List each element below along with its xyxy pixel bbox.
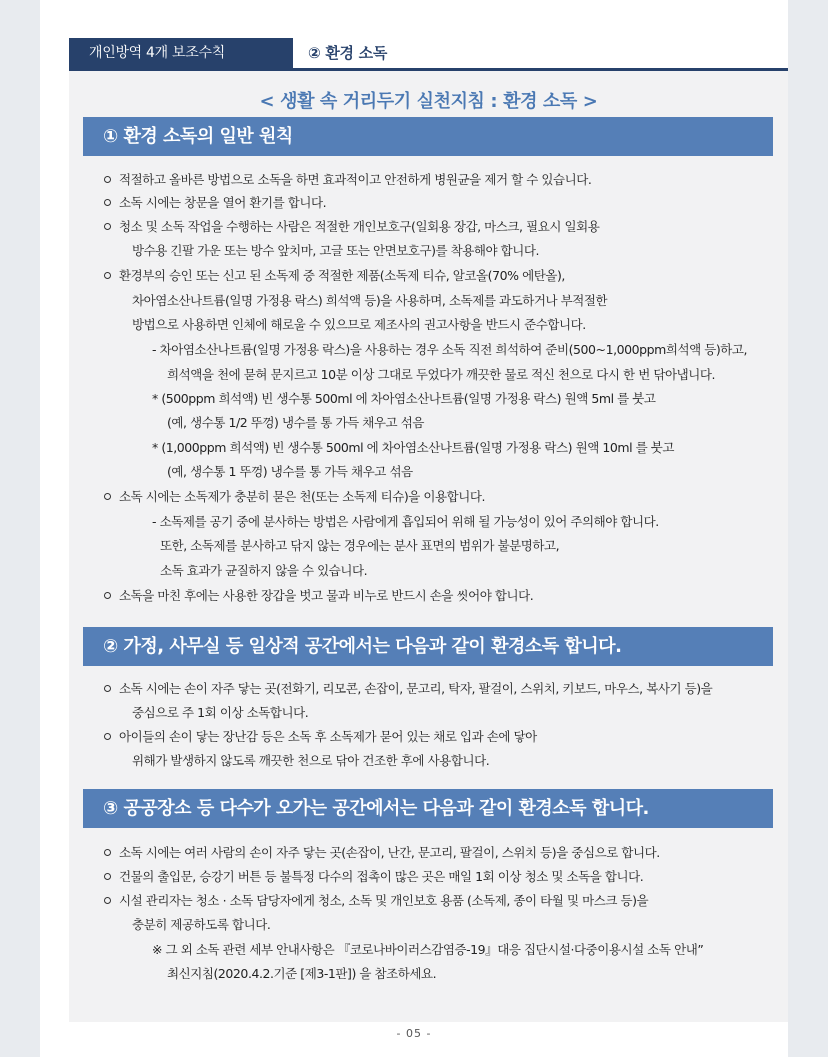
- list-item: 적절하고 올바른 방법으로 소독을 하면 효과적이고 안전하게 병원균을 제거 할 수 있습니다.: [119, 170, 591, 190]
- list-item: 아이들의 손이 닿는 장난감 등은 소독 후 소독제가 묻어 있는 채로 입과 손에 닿아: [119, 727, 537, 747]
- bullet-icon: [104, 733, 111, 740]
- note-item-continuation: (예, 생수통 1/2 뚜껑) 냉수를 통 가득 채우고 섞음: [167, 415, 424, 430]
- list-item-continuation: 방수용 긴팔 가운 또는 방수 앞치마, 고글 또는 안면보호구)를 착용해야 합니다.: [132, 243, 540, 258]
- section-heading-1: ① 환경 소독의 일반 원칙: [83, 117, 773, 156]
- bullet-icon: [104, 849, 111, 856]
- bullet-icon: [104, 685, 111, 692]
- list-item-continuation: 방법으로 사용하면 인체에 해로울 수 있으므로 제조사의 권고사항을 반드시 준수합니다.: [132, 317, 586, 332]
- note-item: * (500ppm 희석액) 빈 생수통 500ml 에 차아염소산나트륨(일명 가정용 락스) 원액 5ml 를 붓고: [152, 391, 656, 406]
- page-title: < 생활 속 거리두기 실천지침 : 환경 소독 >: [259, 91, 598, 112]
- list-item: 소독 시에는 소독제가 충분히 묻은 천(또는 소독제 티슈)을 이용합니다.: [119, 487, 485, 507]
- page-number: - 05 -: [396, 1027, 432, 1040]
- sub-item: - 소독제를 공기 중에 분사하는 방법은 사람에게 흡입되어 위해 될 가능성이 있어 주의해야 합니다.: [152, 514, 659, 529]
- sub-item-continuation: 희석액을 천에 묻혀 문지르고 10분 이상 그대로 두었다가 깨끗한 물로 적신 천으로 다시 한 번 닦아냅니다.: [167, 367, 716, 382]
- bullet-icon: [104, 176, 111, 183]
- sub-item: - 차아염소산나트륨(일명 가정용 락스)을 사용하는 경우 소독 직전 희석하여 준비(500~1,000ppm희석액 등)하고,: [152, 342, 748, 357]
- content-box: [69, 71, 788, 1022]
- bullet-icon: [104, 272, 111, 279]
- note-item-continuation: (예, 생수통 1 뚜껑) 냉수를 통 가득 채우고 섞음: [167, 464, 413, 479]
- list-item: 시설 관리자는 청소 · 소독 담당자에게 청소, 소독 및 개인보호 용품 (소독제, 종이 타월 및 마스크 등)을: [119, 891, 648, 911]
- list-item-continuation: 차아염소산나트륨(일명 가정용 락스) 희석액 등)을 사용하며, 소독제를 과도하거나 부적절한: [132, 293, 608, 308]
- reference-note: ※ 그 외 소독 관련 세부 안내사항은 『코로나바이러스감염증-19』대응 집단시설·다중이용시설 소독 안내”: [152, 942, 704, 957]
- subsection-label: ② 환경 소독: [308, 44, 388, 62]
- list-item: 소독 시에는 여러 사람의 손이 자주 닿는 곳(손잡이, 난간, 문고리, 팔걸이, 스위치 등)을 중심으로 합니다.: [119, 843, 660, 863]
- document-page: [40, 0, 788, 1057]
- list-item-continuation: 위해가 발생하지 않도록 깨끗한 천으로 닦아 건조한 후에 사용합니다.: [132, 753, 490, 768]
- bullet-icon: [104, 873, 111, 880]
- bullet-icon: [104, 199, 111, 206]
- reference-note-continuation: 최신지침(2020.4.2.기준 [제3-1판]) 을 참조하세요.: [167, 966, 437, 981]
- section-heading-3: ③ 공공장소 등 다수가 오가는 공간에서는 다음과 같이 환경소독 합니다.: [83, 789, 773, 828]
- sub-item-continuation: 소독 효과가 균질하지 않을 수 있습니다.: [160, 563, 368, 578]
- sub-item-continuation: 또한, 소독제를 분사하고 닦지 않는 경우에는 분사 표면의 범위가 불분명하고,: [160, 538, 560, 553]
- list-item: 환경부의 승인 또는 신고 된 소독제 중 적절한 제품(소독제 티슈, 알코올(70% 에탄올),: [119, 266, 565, 286]
- section-heading-2: ② 가정, 사무실 등 일상적 공간에서는 다음과 같이 환경소독 합니다.: [83, 627, 773, 666]
- section-tab-label: 개인방역 4개 보조수칙: [69, 38, 293, 68]
- bullet-icon: [104, 493, 111, 500]
- note-item: * (1,000ppm 희석액) 빈 생수통 500ml 에 차아염소산나트륨(일명 가정용 락스) 원액 10ml 를 붓고: [152, 440, 675, 455]
- list-item: 소독 시에는 창문을 열어 환기를 합니다.: [119, 193, 326, 213]
- bullet-icon: [104, 592, 111, 599]
- list-item-continuation: 중심으로 주 1회 이상 소독합니다.: [132, 705, 309, 720]
- list-item: 소독 시에는 손이 자주 닿는 곳(전화기, 리모콘, 손잡이, 문고리, 탁자, 팔걸이, 스위치, 키보드, 마우스, 복사기 등)을: [119, 679, 712, 699]
- list-item: 청소 및 소독 작업을 수행하는 사람은 적절한 개인보호구(일회용 장갑, 마스크, 필요시 일회용: [119, 217, 599, 237]
- list-item: 건물의 출입문, 승강기 버튼 등 불특정 다수의 접촉이 많은 곳은 매일 1회 이상 청소 및 소독을 합니다.: [119, 867, 643, 887]
- list-item: 소독을 마친 후에는 사용한 장갑을 벗고 물과 비누로 반드시 손을 씻어야 합니다.: [119, 586, 533, 606]
- bullet-icon: [104, 897, 111, 904]
- list-item-continuation: 충분히 제공하도록 합니다.: [132, 917, 271, 932]
- bullet-icon: [104, 223, 111, 230]
